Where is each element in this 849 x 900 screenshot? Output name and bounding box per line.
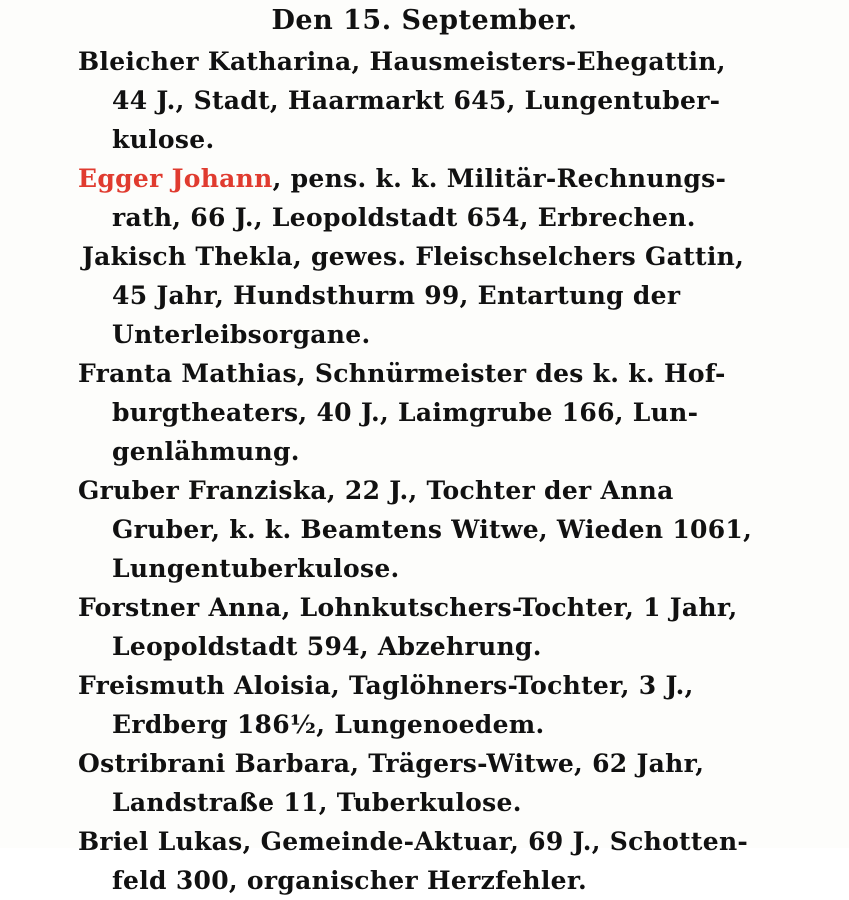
entry-details: , Schnürmeister des k. k. Hof- bbox=[296, 359, 726, 388]
entry-line: 45 Jahr, Hundsthurm 99, Entartung der bbox=[112, 281, 681, 310]
entry-franta bbox=[0, 354, 849, 471]
entry-name-highlighted: Egger Johann bbox=[78, 164, 273, 193]
entry-freismuth bbox=[0, 666, 849, 744]
entry-line bbox=[0, 588, 849, 627]
entry-line bbox=[0, 822, 849, 861]
entry-jakisch bbox=[0, 237, 849, 354]
entry-line: 44 J., Stadt, Haarmarkt 645, Lungentuber- bbox=[112, 86, 721, 115]
entry-name: Ostribrani Barbara bbox=[78, 749, 351, 778]
entry-line: genlähmung. bbox=[112, 437, 300, 466]
entry-line: Unterleibsorgane. bbox=[112, 320, 371, 349]
entry-line bbox=[0, 159, 849, 198]
entry-line bbox=[0, 237, 849, 276]
entry-details: , gewes. Fleischselchers Gattin, bbox=[292, 242, 745, 271]
entry-line bbox=[0, 666, 849, 705]
entry-details: , pens. k. k. Militär-Rechnungs- bbox=[272, 164, 727, 193]
entry-gruber bbox=[0, 471, 849, 588]
entry-line: Leopoldstadt 594, Abzehrung. bbox=[112, 632, 542, 661]
entry-details: , Trägers-Witwe, 62 Jahr, bbox=[350, 749, 705, 778]
entry-details: , Gemeinde-Aktuar, 69 J., Schotten- bbox=[242, 827, 749, 856]
entry-line bbox=[0, 471, 849, 510]
entry-line bbox=[0, 354, 849, 393]
entry-name: Freismuth Aloisia bbox=[78, 671, 331, 700]
entry-details: , 22 J., Tochter der Anna bbox=[326, 476, 674, 505]
entry-name: Forstner Anna bbox=[78, 593, 282, 622]
entry-briel bbox=[0, 822, 849, 900]
entry-line bbox=[0, 744, 849, 783]
entry-name: Bleicher Katharina bbox=[78, 47, 352, 76]
entry-name: Briel Lukas bbox=[78, 827, 243, 856]
date-heading: Den 15. September. bbox=[271, 5, 578, 36]
entry-details: , Taglöhners-Tochter, 3 J., bbox=[330, 671, 694, 700]
entry-name: Gruber Franziska bbox=[78, 476, 327, 505]
entry-line: feld 300, organischer Herzfehler. bbox=[112, 866, 587, 895]
death-register-list bbox=[0, 42, 849, 900]
entry-name: Jakisch Thekla bbox=[82, 242, 293, 271]
entry-egger bbox=[0, 159, 849, 237]
entry-line: Lungentuberkulose. bbox=[112, 554, 400, 583]
entry-ostribrani bbox=[0, 744, 849, 822]
entry-line: Gruber, k. k. Beamtens Witwe, Wieden 1061, bbox=[112, 515, 753, 544]
entry-line: Landstraße 11, Tuberkulose. bbox=[112, 788, 522, 817]
entry-forstner bbox=[0, 588, 849, 666]
entry-line bbox=[0, 42, 849, 81]
entry-bleicher bbox=[0, 42, 849, 159]
entry-name: Franta Mathias bbox=[78, 359, 297, 388]
entry-line: burgtheaters, 40 J., Laimgrube 166, Lun- bbox=[112, 398, 699, 427]
entry-line: Erdberg 186½, Lungenoedem. bbox=[112, 710, 545, 739]
entry-line: kulose. bbox=[112, 125, 215, 154]
entry-line: rath, 66 J., Leopoldstadt 654, Erbrechen. bbox=[112, 203, 696, 232]
entry-details: , Hausmeisters-Ehegattin, bbox=[351, 47, 726, 76]
entry-details: , Lohnkutschers-Tochter, 1 Jahr, bbox=[281, 593, 738, 622]
